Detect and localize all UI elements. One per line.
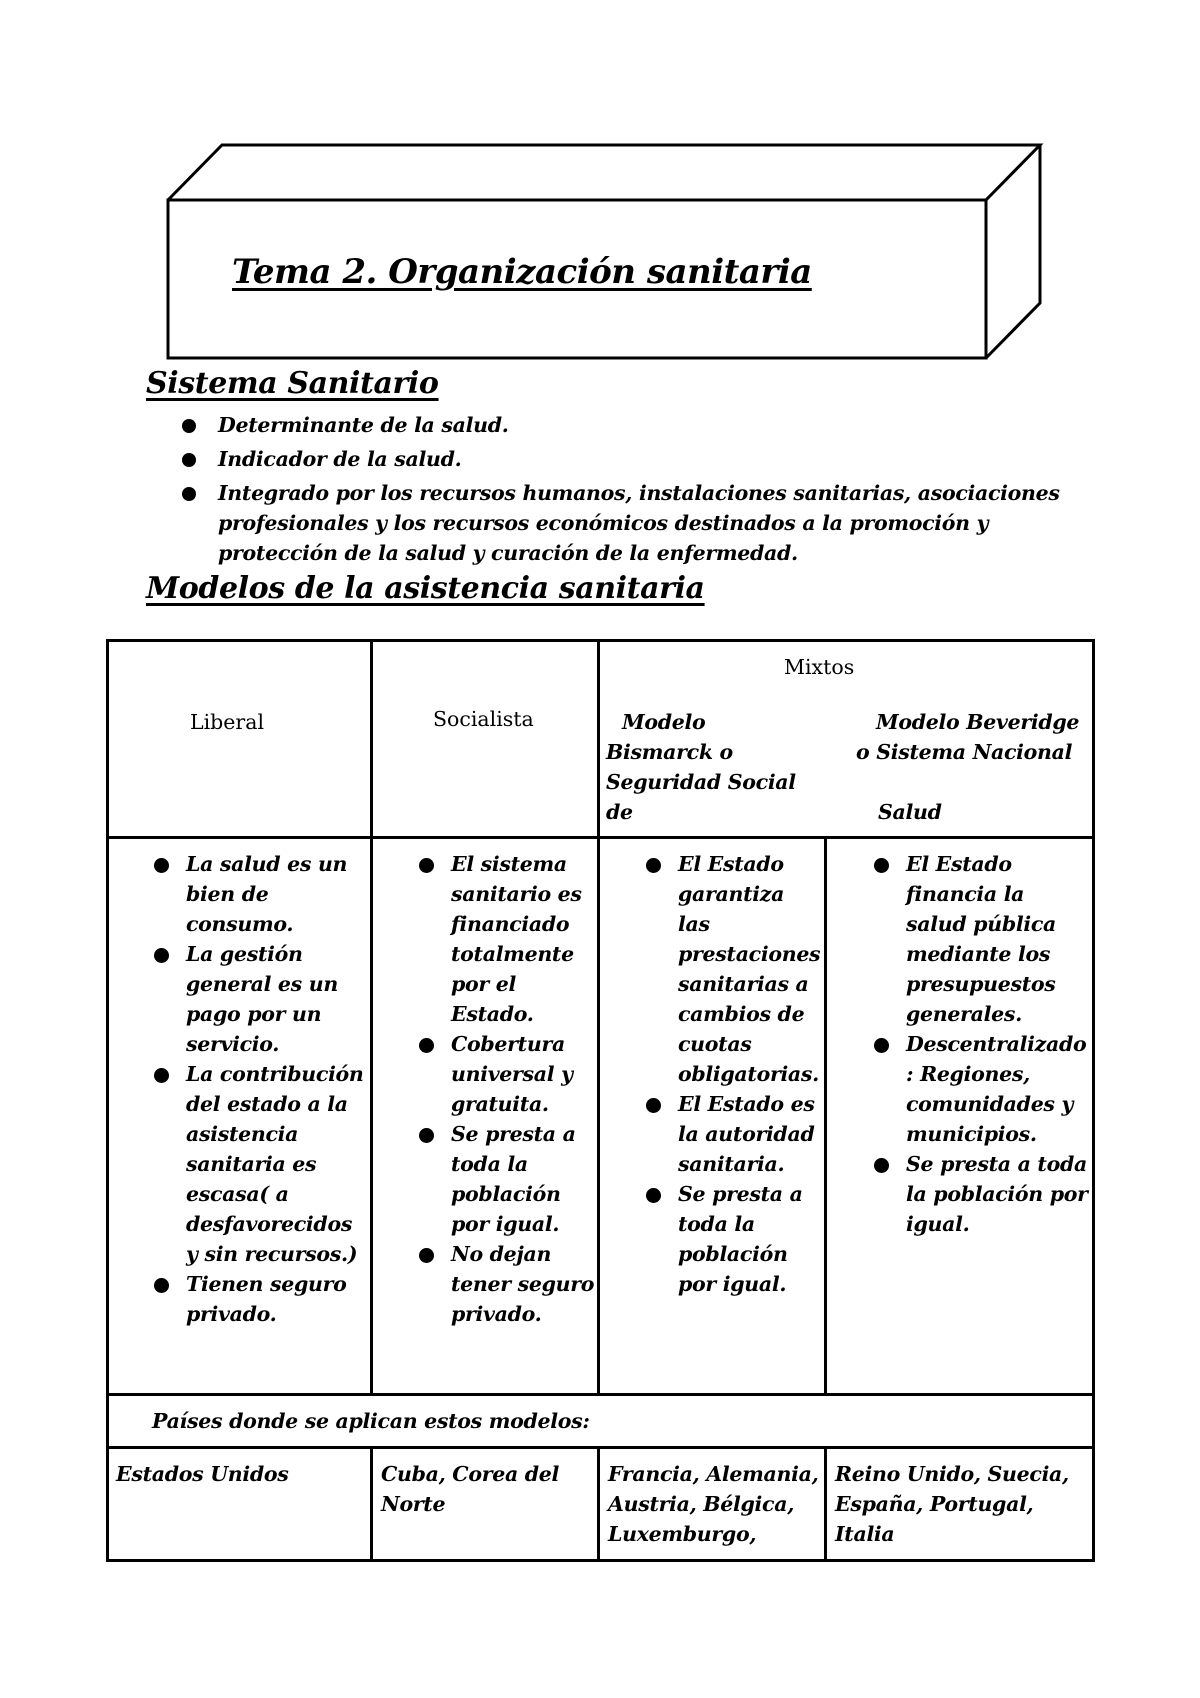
list-item: Tienen seguro privado.	[154, 1269, 368, 1329]
list-item: Descentralizado : Regiones, comunidades y municipios.	[874, 1029, 1090, 1149]
liberal-list	[154, 849, 368, 1329]
paises-beveridge: Reino Unido, Suecia, España, Portugal, Italia	[835, 1462, 1069, 1546]
socialista-list	[419, 849, 597, 1329]
models-table	[106, 639, 1095, 1562]
bullet-icon	[154, 1278, 169, 1293]
list-item: Indicador de la salud.	[182, 444, 1062, 474]
bullet-icon	[182, 453, 196, 467]
bullet-icon	[874, 858, 889, 873]
header-mixtos: Mixtos	[784, 655, 855, 679]
bullet-icon	[874, 1158, 889, 1173]
list-item: Integrado por los recursos humanos, instalaciones sanitarias, asociaciones profesionales y los recursos económicos destinados a la promoción y protección de la salud y curación de la enfermedad.	[182, 478, 1062, 568]
bullet-icon	[154, 1068, 169, 1083]
list-item: El sistema sanitario es financiado totalmente por el Estado.	[419, 849, 597, 1029]
list-item: El Estado garantiza las prestaciones sanitarias a cambios de cuotas obligatorias.	[646, 849, 822, 1089]
list-item: Determinante de la salud.	[182, 410, 1062, 440]
list-item: La salud es un bien de consumo.	[154, 849, 368, 939]
list-item: La contribución del estado a la asistencia sanitaria es escasa( a desfavorecidos y sin recursos.)	[154, 1059, 368, 1269]
header-bismarck: Modelo Bismarck o Seguridad Social de	[606, 710, 796, 824]
list-item: Cobertura universal y gratuita.	[419, 1029, 597, 1119]
list-item: Se presta a toda la población por igual.	[419, 1119, 597, 1239]
section-title-sistema: Sistema Sanitario	[146, 366, 439, 401]
header-socialista: Socialista	[433, 707, 534, 731]
bullet-icon	[646, 1188, 661, 1203]
list-item: No dejan tener seguro privado.	[419, 1239, 597, 1329]
header-beveridge: Modelo Beveridge o Sistema Nacional	[856, 710, 1080, 764]
bullet-icon	[154, 948, 169, 963]
list-item: El Estado es la autoridad sanitaria.	[646, 1089, 822, 1179]
header-beveridge-salud: Salud	[878, 800, 942, 824]
page-title: Tema 2. Organización sanitaria	[232, 252, 812, 292]
list-item: La gestión general es un pago por un servicio.	[154, 939, 368, 1059]
bullet-icon	[419, 1038, 434, 1053]
bullet-icon	[419, 1128, 434, 1143]
list-item: El Estado financia la salud pública mediante los presupuestos generales.	[874, 849, 1090, 1029]
bullet-icon	[154, 858, 169, 873]
bullet-icon	[874, 1038, 889, 1053]
bullet-icon	[646, 1098, 661, 1113]
paises-bismarck: Francia, Alemania, Austria, Bélgica, Luxemburgo,	[608, 1462, 819, 1546]
title-box	[0, 0, 1200, 380]
paises-socialista: Cuba, Corea del Norte	[381, 1462, 560, 1516]
bullet-icon	[646, 858, 661, 873]
paises-label: Países donde se aplican estos modelos:	[152, 1409, 590, 1433]
list-item: Se presta a toda la población por igual.	[646, 1179, 822, 1299]
bullet-icon	[182, 419, 196, 433]
bullet-icon	[419, 858, 434, 873]
beveridge-list	[874, 849, 1090, 1239]
bullet-icon	[182, 487, 196, 501]
bullet-icon	[419, 1248, 434, 1263]
section-title-modelos: Modelos de la asistencia sanitaria	[146, 571, 705, 606]
sistema-list	[182, 410, 1062, 572]
header-liberal: Liberal	[190, 710, 265, 734]
list-item: Se presta a toda la población por igual.	[874, 1149, 1090, 1239]
paises-liberal: Estados Unidos	[116, 1462, 289, 1486]
bismarck-list	[646, 849, 822, 1299]
